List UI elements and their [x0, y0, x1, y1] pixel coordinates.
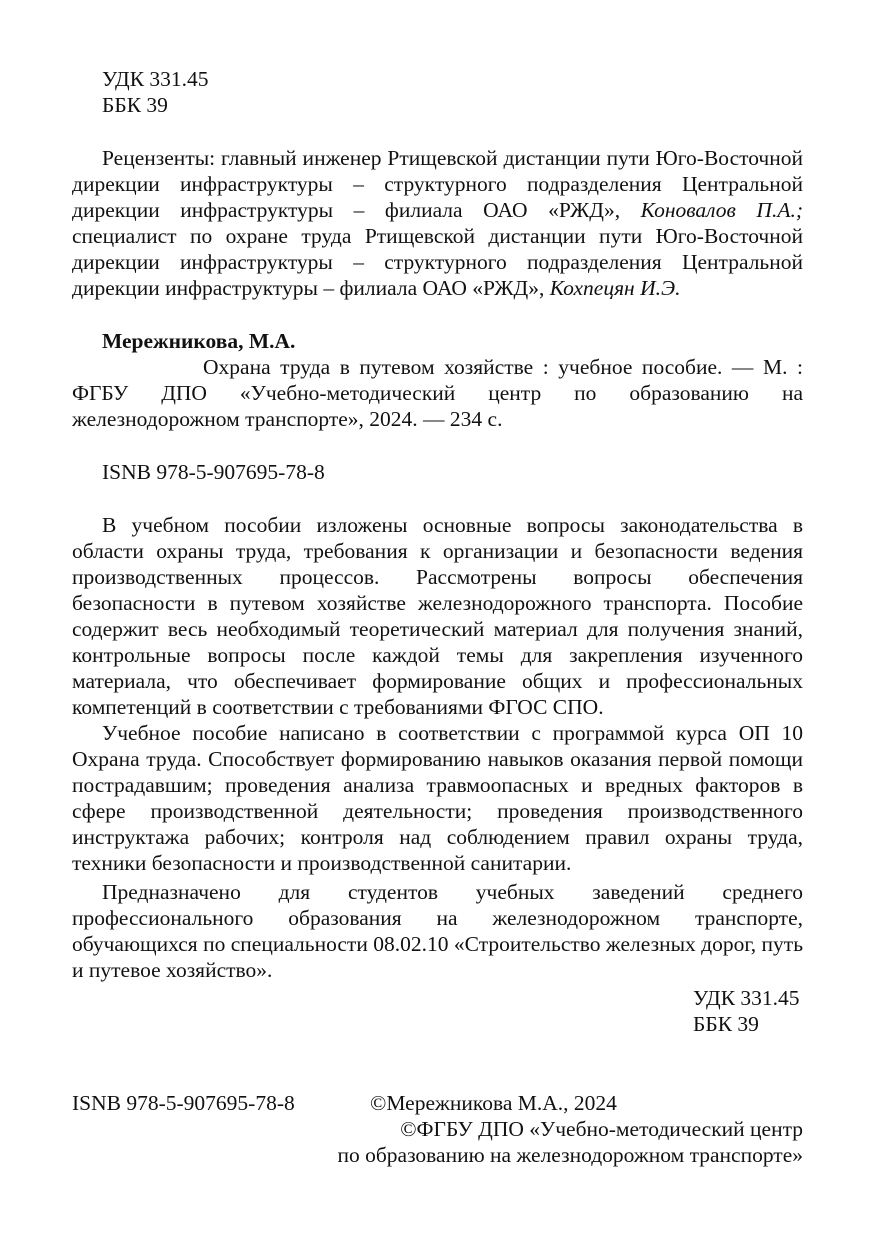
footer-isbn: ISNB 978-5-907695-78-8: [72, 1091, 295, 1115]
author-heading: Мережникова, М.А.: [102, 329, 296, 353]
abstract-paragraph-1: В учебном пособии изложены основные вопросы законодательства в области охраны труда, требования к организации и безопасности ведения производственных процессов. Рассмотрены вопросы обеспечения безопасности в путевом хозяйстве железнодорожного транспорта. Пособие содержит весь необходимый теоретический материал для получения знаний, контрольные вопросы после каждой темы для закрепления изученного материала, что обеспечивает формирование общих и профессиональных компетенций в соответствии с требованиями ФГОС СПО.: [72, 513, 803, 719]
abstract-paragraph-3: Предназначено для студентов учебных заведений среднего профессионального образования на железнодорожном транспорте, обучающихся по специальности 08.02.10 «Строительство железных дорог, путь и путевое хозяйство».: [72, 880, 803, 982]
reviewer-name-2: Кохпецян И.Э.: [549, 276, 681, 300]
copyright-org-line-2: по образованию на железнодорожном транспорте»: [337, 1143, 803, 1167]
copyright-author: ©Мережникова М.А., 2024: [370, 1091, 617, 1115]
reviewer-name-1: Коновалов П.А.;: [640, 198, 803, 222]
bbk-code-bottom: ББК 39: [693, 1012, 759, 1036]
udk-code: УДК 331.45: [102, 67, 209, 91]
abstract-paragraph-2: Учебное пособие написано в соответствии с программой курса ОП 10 Охрана труда. Способствует формированию навыков оказания первой помощи пострадавшим; проведения анализа травмоопасных и вредных факторов в сфере производственной деятельности; проведения производственного инструктажа рабочих; контроля над соблюдением правил охраны труда, техники безопасности и производственной санитарии.: [72, 721, 803, 875]
bbk-code: ББК 39: [102, 93, 168, 117]
bibliographic-description: Охрана труда в путевом хозяйстве : учебное пособие. — М. : ФГБУ ДПО «Учебно-методический центр по образованию на железнодорожном транспорте», 2024. — 234 с.: [72, 355, 803, 431]
udk-code-bottom: УДК 331.45: [693, 986, 800, 1010]
copyright-org-line-1: ©ФГБУ ДПО «Учебно-методический центр: [400, 1117, 803, 1141]
reviewers-lead: Рецензенты: главный инженер Ртищевской дистанции пути Юго-Восточной дирекции инфраструктуры – структурного подразделения Центральной дирекции инфраструктуры – филиала ОАО «РЖД»,: [72, 146, 803, 222]
reviewers-block: [72, 145, 803, 301]
reviewers-mid: специалист по охране труда Ртищевской дистанции пути Юго-Восточной дирекции инфраструктуры – структурного подразделения Центральной дирекции инфраструктуры – филиала ОАО «РЖД»,: [72, 224, 803, 300]
isbn-line: ISNB 978-5-907695-78-8: [102, 460, 325, 484]
